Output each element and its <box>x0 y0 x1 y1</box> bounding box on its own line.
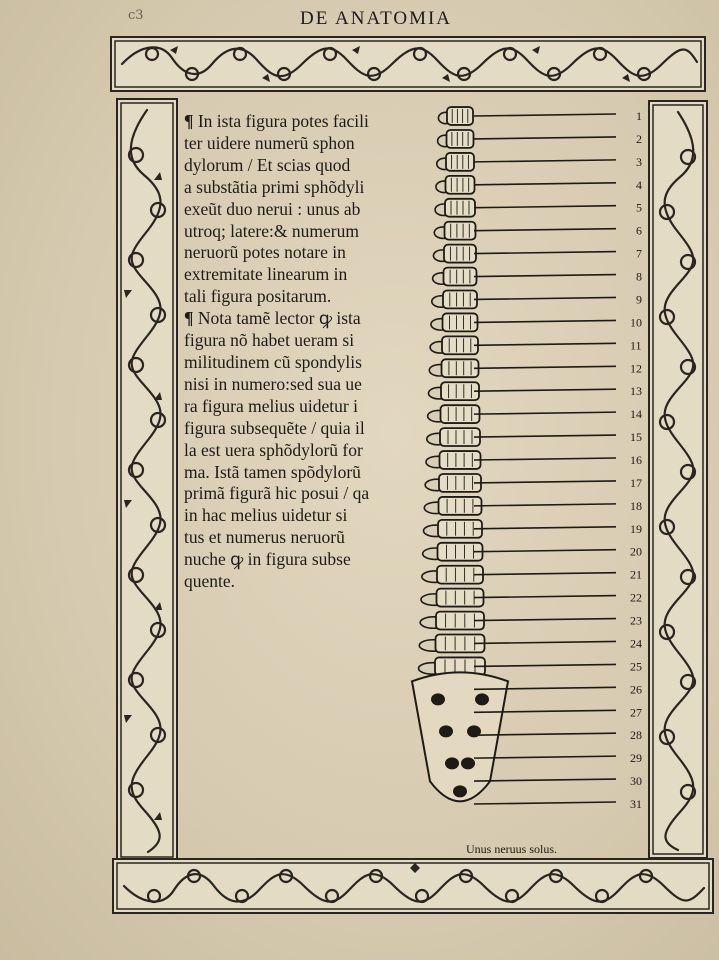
sacral-foramen <box>453 785 467 797</box>
sacral-foramen <box>439 725 453 737</box>
text-line: in hac melius uidetur si <box>184 505 348 526</box>
nerve-line <box>474 481 616 483</box>
text-line: militudinem cũ spondylis <box>184 351 362 372</box>
paragraph-mark: ¶ <box>184 308 194 329</box>
text-line: a substãtia primi sphõdyli <box>184 176 365 197</box>
nerve-number-20: 20 <box>630 544 642 559</box>
nerve-number-30: 30 <box>630 774 642 789</box>
nerve-line <box>474 297 616 299</box>
text-line: exeũt duo nerui : unus ab <box>184 198 361 219</box>
sacral-foramen <box>461 757 475 769</box>
sacral-foramen <box>431 693 445 705</box>
text-line: utroq; latere:& numerum <box>184 220 359 241</box>
spine-woodcut-figure <box>400 104 648 864</box>
nerve-number-10: 10 <box>630 315 642 330</box>
nerve-number-21: 21 <box>630 567 642 582</box>
vertebra <box>443 291 477 309</box>
nerve-line <box>474 458 616 460</box>
right-ornamental-border <box>648 100 708 859</box>
top-ornamental-border <box>110 36 706 92</box>
text-line: ra figura melius uidetur i <box>184 395 358 416</box>
nerve-line <box>474 435 616 437</box>
nerve-number-25: 25 <box>630 659 642 674</box>
nerve-number-27: 27 <box>630 705 642 720</box>
vertebra <box>443 313 478 331</box>
vertebra <box>441 405 480 423</box>
vertebra <box>441 382 479 400</box>
text-line: extremitate linearum in <box>184 264 348 285</box>
left-ornamental-border <box>116 98 178 862</box>
nerve-number-8: 8 <box>636 269 642 284</box>
nerve-line <box>474 802 616 804</box>
text-line: ¶ In ista figura potes facili <box>184 111 369 131</box>
nerve-line <box>474 619 616 621</box>
latin-text-block <box>184 111 416 593</box>
vertebra <box>445 199 475 217</box>
bottom-ornamental-border <box>112 858 714 914</box>
nerve-line <box>474 504 616 506</box>
text-line: ter uidere numerũ sphon <box>184 132 355 153</box>
nerve-line <box>474 160 616 162</box>
nerve-number-15: 15 <box>630 430 642 445</box>
nerve-number-29: 29 <box>630 751 642 766</box>
vertebra <box>446 176 475 194</box>
nerve-number-28: 28 <box>630 728 642 743</box>
nerve-line <box>474 573 616 575</box>
nerve-number-9: 9 <box>636 292 642 307</box>
spine-illustration <box>400 104 648 864</box>
nerve-number-4: 4 <box>636 177 642 192</box>
nerve-line <box>474 412 616 414</box>
nerve-number-12: 12 <box>630 361 642 376</box>
text-line: figura subsequẽte / quia il <box>184 417 365 438</box>
nerve-number-14: 14 <box>630 407 642 422</box>
text-line: tali figura positarum. <box>184 286 332 307</box>
nerve-line <box>474 320 616 322</box>
nerve-line <box>474 550 616 552</box>
nerve-number-16: 16 <box>630 453 642 467</box>
nerve-number-1: 1 <box>636 109 642 123</box>
vertebra <box>447 107 473 125</box>
text-line: figura nõ habet ueram si <box>184 330 355 351</box>
nerve-line <box>474 527 616 529</box>
text-line: ma. Istã tamen spõdylorũ <box>184 461 361 482</box>
figure-caption: Unus neruus solus. <box>466 842 558 856</box>
nerve-line <box>474 114 616 116</box>
nerve-line <box>474 183 616 185</box>
text-line: quente. <box>184 571 236 592</box>
vertebra <box>446 153 474 171</box>
nerve-number-24: 24 <box>630 636 642 651</box>
text-line: neruorũ potes notare in <box>184 242 346 263</box>
sacral-foramen <box>445 757 459 769</box>
running-head: DE ANATOMIA <box>300 8 453 29</box>
vertebra <box>442 359 479 377</box>
nerve-line <box>474 389 616 391</box>
nerve-line <box>474 779 616 781</box>
nerve-line <box>474 275 616 277</box>
sacral-foramen <box>475 693 489 705</box>
text-line: primã figurã hic posui / qa <box>184 483 370 504</box>
text-line: nisi in numero:sed sua ue <box>184 373 362 394</box>
nerve-line <box>474 206 616 208</box>
nerve-number-13: 13 <box>630 384 642 399</box>
vertebra <box>442 336 478 354</box>
nerve-number-2: 2 <box>636 131 642 146</box>
nerve-number-31: 31 <box>630 797 642 811</box>
nerve-number-18: 18 <box>630 498 642 513</box>
nerve-number-5: 5 <box>636 200 642 215</box>
nerve-line <box>474 343 616 345</box>
nerve-number-6: 6 <box>636 223 642 238</box>
nerve-number-17: 17 <box>630 475 642 490</box>
nerve-number-23: 23 <box>630 613 642 628</box>
nerve-line <box>474 252 616 254</box>
nerve-number-19: 19 <box>630 521 642 536</box>
text-line: nuche ꝙ in figura subse <box>184 549 351 570</box>
nerve-number-22: 22 <box>630 590 642 605</box>
vertebra <box>444 245 476 263</box>
nerve-line <box>474 641 616 643</box>
nerve-number-7: 7 <box>636 246 642 261</box>
nerve-line <box>474 229 616 231</box>
vertebra <box>445 222 476 240</box>
nerve-line <box>474 137 616 139</box>
vertebra <box>447 130 474 148</box>
text-line: ¶ Nota tamẽ lector ꝙ ista <box>184 308 361 329</box>
paragraph-mark: ¶ <box>184 111 194 131</box>
nerve-number-3: 3 <box>636 154 642 169</box>
text-line: la est uera sphõdylorũ for <box>184 439 363 460</box>
nerve-number-11: 11 <box>630 338 642 353</box>
nerve-number-26: 26 <box>630 682 642 697</box>
folio-number: c3 <box>128 8 144 23</box>
nerve-line <box>474 664 616 666</box>
text-line: dylorum / Et scias quod <box>184 154 351 175</box>
nerve-line <box>474 596 616 598</box>
sacrum <box>412 672 508 801</box>
vertebra <box>444 268 477 286</box>
text-line: tus et numerus neruorũ <box>184 527 345 548</box>
nerve-line <box>474 366 616 368</box>
